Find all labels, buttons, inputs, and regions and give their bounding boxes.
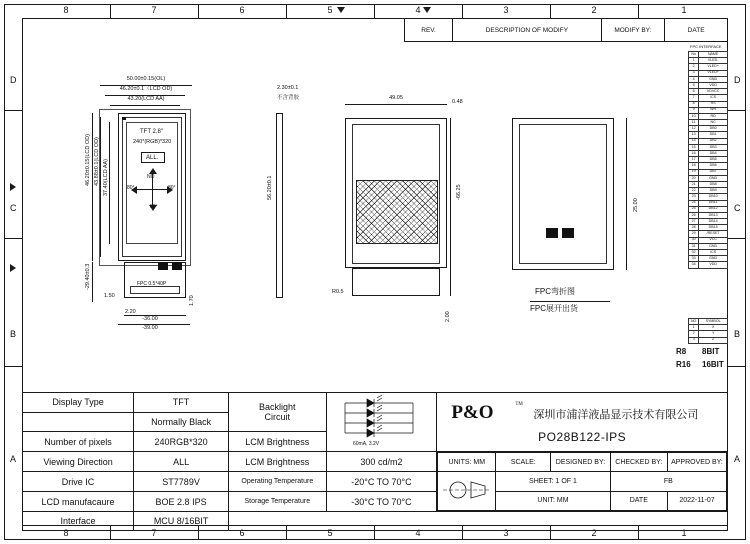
viewdir-top-label: NO — [147, 174, 155, 180]
pin-name: VDVCC — [699, 89, 728, 95]
tb-label-display-type: Display Type — [23, 393, 134, 413]
fpc-table-title: FPC INTERFACE — [690, 44, 722, 49]
dim-line-bot-1 — [124, 315, 186, 316]
pin-name: DB14 — [699, 219, 728, 225]
legend-symbol: Y — [699, 331, 728, 337]
pin-name: RD — [699, 113, 728, 119]
frame-col-5-bottom: 5 — [327, 528, 333, 538]
tb-value-operating-temp: -20°C TO 70°C — [326, 472, 437, 492]
dim-bl3: 56.20±0.1 — [267, 175, 273, 200]
dim-left-1: 46.20±0.15(LCD OD) — [85, 134, 91, 186]
tb-label-storage-temp: Storage Temperature — [229, 492, 326, 512]
note-no-adhesive: 不含背胶 — [277, 95, 300, 101]
frame-col-1-bottom: 1 — [681, 528, 687, 538]
pin-number: 15 — [689, 144, 699, 150]
pin-number: 21 — [689, 181, 699, 187]
pin-number: 23 — [689, 194, 699, 200]
pin-name: GND — [699, 76, 728, 82]
model-number: PO28B122-IPS — [538, 430, 627, 444]
legend-no: 2 — [689, 331, 699, 337]
footer-designed: DESIGNED BY: — [551, 453, 610, 472]
pin-number: 6 — [689, 89, 699, 95]
pin-name: GND — [699, 243, 728, 249]
pin-name: DB3 — [699, 144, 728, 150]
pin-number: 11 — [689, 120, 699, 126]
frame-arrow-icon — [10, 183, 16, 191]
footer-date-label: DATE — [610, 491, 667, 511]
frame-col-5-top: 5 — [327, 5, 333, 15]
frame-row-D-right: D — [734, 75, 741, 85]
tb-label-drive-ic: Drive IC — [23, 472, 134, 492]
legend-no: 3 — [689, 337, 699, 343]
pin-name: GND — [699, 175, 728, 181]
footer-scale: SCALE: — [496, 453, 551, 472]
pin-number: 16 — [689, 151, 699, 157]
dim-bot-2: 1.70 — [189, 295, 195, 306]
frame-tick — [728, 110, 746, 111]
pin-number: 14 — [689, 138, 699, 144]
tb-value-drive-ic: ST7789V — [134, 472, 229, 492]
label-16bit: 16BIT — [702, 360, 724, 369]
pin-name: VLED- — [699, 58, 728, 64]
circuit-note-text: 60mA, 3.2V — [353, 441, 380, 447]
frame-tick — [4, 366, 22, 367]
frame-tick — [4, 238, 22, 239]
pin-number: 13 — [689, 132, 699, 138]
pin-number: 20 — [689, 175, 699, 181]
pin-number: 8 — [689, 101, 699, 107]
viewdir-bottom-label: 80° — [150, 204, 158, 210]
legend-symbol: X — [699, 325, 728, 331]
tb-value-lcd-manufacture: BOE 2.8 IPS — [134, 492, 229, 512]
back-tail-outline — [352, 268, 440, 296]
pin-number: 27 — [689, 219, 699, 225]
pin-number: 7 — [689, 95, 699, 101]
rev-header-date: DATE — [665, 19, 728, 42]
backlight-circuit-diagram — [326, 393, 437, 452]
pin-name: RS — [699, 101, 728, 107]
pin-number: 4 — [689, 76, 699, 82]
frame-row-B-left: B — [10, 329, 17, 339]
pin-name: GND — [699, 256, 728, 262]
tb-label-lcd-manufacture: LCD manufacaure — [23, 492, 134, 512]
pin-number: 10 — [689, 113, 699, 119]
pin-number: 30 — [689, 237, 699, 243]
backlight-line-1: Backlight — [259, 402, 296, 413]
pin-name: WR — [699, 107, 728, 113]
frame-col-8-top: 8 — [63, 5, 69, 15]
frame-arrow-icon — [337, 7, 345, 13]
frame-row-C-left: C — [10, 203, 17, 213]
pin-name: VLED+ — [699, 64, 728, 70]
pin-number: 32 — [689, 250, 699, 256]
pin-number: 33 — [689, 256, 699, 262]
frame-col-3-top: 3 — [503, 5, 509, 15]
pin-number: 28 — [689, 225, 699, 231]
pin-name: NC — [699, 120, 728, 126]
dim-mid-bottom: 2.00 — [445, 311, 451, 322]
pin-name: DB9 — [699, 188, 728, 194]
frame-row-A-left: A — [10, 454, 17, 464]
dim-line-mid-right — [450, 118, 451, 296]
dim-thickness: 2.30±0.1 — [277, 85, 299, 91]
pin-header-no: No — [689, 52, 699, 58]
pin-header-name: NAME — [699, 52, 728, 58]
tb-value-normally-black: Normally Black — [134, 412, 229, 432]
folded-pad-2 — [562, 228, 574, 238]
pin-name: DB15 — [699, 225, 728, 231]
dim-line-left-1 — [92, 113, 93, 261]
footer-units: UNITS: MM — [438, 453, 496, 472]
frame-tick — [462, 4, 463, 18]
frame-tick — [286, 4, 287, 18]
pin-name: DB0 — [699, 126, 728, 132]
dim-line-bot-2 — [118, 324, 190, 325]
label-r8: R8 — [676, 347, 687, 356]
footer-date-value: 2022-11-07 — [667, 491, 726, 511]
label-all: ALL. — [146, 155, 159, 161]
tb-value-storage-temp: -30°C TO 70°C — [326, 492, 437, 512]
frame-col-8-bottom: 8 — [63, 528, 69, 538]
pin-name: VDD — [699, 262, 728, 268]
pin-number: 18 — [689, 163, 699, 169]
tb-label-viewing-direction: Viewing Direction — [23, 452, 134, 472]
pin-name: DB12 — [699, 206, 728, 212]
pin-name: DB13 — [699, 212, 728, 218]
pin-number: 25 — [689, 206, 699, 212]
tb-value-interface: MCU 8/16BIT — [134, 512, 229, 531]
frame-col-3-bottom: 3 — [503, 528, 509, 538]
pin-name: DB8 — [699, 181, 728, 187]
frame-arrow-icon — [423, 7, 431, 13]
note-divider — [530, 301, 610, 302]
dim-left-3: 37.40(LCD AA) — [103, 159, 109, 196]
frame-arrow-icon — [10, 264, 16, 272]
pin-number: 22 — [689, 188, 699, 194]
fpc-label: FPC 0.5*40P — [137, 281, 167, 287]
frame-tick — [374, 4, 375, 18]
frame-row-B-right: B — [734, 329, 741, 339]
pin-number: 3 — [689, 70, 699, 76]
dim-bot-1: 1.50 — [104, 293, 115, 299]
note-fpc-fold: FPC弯折图 — [535, 287, 575, 296]
frame-col-6-bottom: 6 — [239, 528, 245, 538]
pin-name: DB11 — [699, 200, 728, 206]
corner-pad — [122, 117, 126, 120]
frame-col-2-bottom: 2 — [591, 528, 597, 538]
footer-block — [437, 452, 728, 512]
frame-tick — [550, 4, 551, 18]
pin-name: VCC — [699, 237, 728, 243]
footer-checked: CHECKED BY: — [610, 453, 667, 472]
frame-row-A-right: A — [734, 454, 741, 464]
frame-row-C-right: C — [734, 203, 741, 213]
viewdir-horizontal — [135, 189, 169, 190]
pin-name: DB7 — [699, 169, 728, 175]
frame-col-2-top: 2 — [591, 5, 597, 15]
frame-tick — [4, 110, 22, 111]
dim-line-mid-top — [345, 104, 447, 105]
frame-col-6-top: 6 — [239, 5, 245, 15]
footer-sheet: SHEET: 1 OF 1 — [496, 472, 610, 492]
frame-tick — [728, 366, 746, 367]
frame-tick — [728, 238, 746, 239]
legend-header-symbol: SYMBOL — [699, 319, 728, 325]
backlight-line-2: Circuit — [264, 412, 291, 423]
rev-header-modifyby: MODIFY BY: — [601, 19, 665, 42]
viewdir-right-label: 80° — [168, 185, 176, 191]
dim-top-2: 46.20±0.1（LCD OD) — [119, 86, 173, 92]
pin-name: DB2 — [699, 138, 728, 144]
frame-col-1-top: 1 — [681, 5, 687, 15]
dim-left-5: -29.40±0.3 — [85, 263, 91, 290]
tb-value-pixels: 240RGB*320 — [134, 432, 229, 452]
fpc-pad-1 — [158, 262, 168, 270]
dim-mid-top: 49.05 — [389, 95, 403, 101]
pin-row — [689, 262, 728, 268]
legend-no: 1 — [689, 325, 699, 331]
pin-name: /CS — [699, 250, 728, 256]
tb-value-display-type: TFT — [134, 393, 229, 413]
pin-number: 2 — [689, 64, 699, 70]
back-hatch-area — [356, 180, 438, 244]
pin-number: 29 — [689, 231, 699, 237]
pin-name: /CS — [699, 95, 728, 101]
dim-mid-right-top: 0.48 — [452, 99, 463, 105]
fpc-pin-table — [688, 51, 728, 269]
dim-line-left-4 — [92, 262, 93, 302]
dim-line-top-3 — [110, 105, 180, 106]
viewdir-left-label: 80° — [127, 185, 135, 191]
title-block — [22, 392, 728, 526]
pin-number: 34 — [689, 262, 699, 268]
pin-number: 9 — [689, 107, 699, 113]
pin-name: DB6 — [699, 163, 728, 169]
tb-label-brightness: LCM Brightness — [229, 432, 326, 452]
tb-label-interface: Interface — [23, 512, 134, 531]
frame-tick — [198, 4, 199, 18]
pin-number: 24 — [689, 200, 699, 206]
fpc-legend-table — [688, 318, 728, 344]
dim-line-left-3 — [109, 122, 110, 244]
revision-block — [404, 18, 728, 42]
company-logo: P&O — [451, 402, 494, 423]
dim-top-1: 50.00±0.15(OL) — [126, 76, 166, 82]
footer-fb: FB — [610, 472, 726, 492]
legend-row — [689, 337, 728, 343]
pin-number: 26 — [689, 212, 699, 218]
pin-name: /RESET — [699, 231, 728, 237]
frame-col-4-bottom: 4 — [415, 528, 421, 538]
tb-label-operating-temp: Operating Temperature — [229, 472, 326, 492]
pin-name: VDD — [699, 82, 728, 88]
label-8bit: 8BIT — [702, 347, 720, 356]
pin-number: 1 — [689, 58, 699, 64]
tb-label-pixels: Number of pixels — [23, 432, 134, 452]
dim-mid-right: -66.25 — [456, 184, 462, 200]
dim-bot-4: -36.00 — [142, 316, 158, 322]
dim-line-right — [626, 118, 627, 270]
frame-col-7-top: 7 — [151, 5, 157, 15]
pin-number: 12 — [689, 126, 699, 132]
pin-name: DB1 — [699, 132, 728, 138]
tb-spacer — [229, 512, 728, 531]
dim-bot-3: 2.20 — [125, 309, 136, 315]
pin-name: DB10 — [699, 194, 728, 200]
folded-pad-1 — [546, 228, 558, 238]
pin-number: 5 — [689, 82, 699, 88]
company-block — [437, 393, 728, 452]
note-fpc-unfold: FPC展开出货 — [530, 304, 578, 313]
tb-label-lcm-brightness: LCM Brightness — [229, 452, 326, 472]
legend-header-no: NO — [689, 319, 699, 325]
pin-number: 17 — [689, 157, 699, 163]
folded-view-inner — [519, 124, 607, 264]
pin-number: 19 — [689, 169, 699, 175]
footer-approved: APPROVED BY: — [667, 453, 726, 472]
tb-value-lcm-brightness: 300 cd/m2 — [326, 452, 437, 472]
pin-name: VLED+ — [699, 70, 728, 76]
frame-col-7-bottom: 7 — [151, 528, 157, 538]
company-tm: TM — [515, 402, 523, 407]
frame-tick — [110, 4, 111, 18]
dim-bot-5: -39.00 — [142, 325, 158, 331]
tb-label-backlight-circuit — [229, 393, 326, 432]
frame-row-D-left: D — [10, 75, 17, 85]
rev-header-rev: REV. — [405, 19, 453, 42]
frame-col-4-top: 4 — [415, 5, 421, 15]
dim-top-3: 43.20(LCD AA) — [127, 96, 165, 102]
side-thickness-view — [276, 113, 283, 298]
tb-value-viewing-direction: ALL — [134, 452, 229, 472]
dim-right-view: 25.00 — [633, 198, 639, 212]
first-angle-projection-icon — [441, 472, 493, 508]
dim-mid-radius: R0.5 — [332, 289, 344, 295]
dim-line-left-2 — [100, 117, 101, 257]
frame-tick — [638, 4, 639, 18]
footer-unit: UNIT: MM — [496, 491, 610, 511]
company-name-cn: 深圳市浦洋液晶显示技术有限公司 — [533, 409, 699, 421]
label-r16: R16 — [676, 360, 691, 369]
dim-left-2: 43.88±0.1(LCD OD) — [94, 137, 100, 186]
projection-symbol — [438, 472, 496, 511]
fpc-pad-2 — [172, 262, 182, 270]
label-resolution: 240*(RGB)*320 — [133, 139, 172, 145]
tb-label-blank — [23, 412, 134, 432]
legend-symbol: Z — [699, 337, 728, 343]
pin-name: DB4 — [699, 151, 728, 157]
backlight-circuit-svg — [327, 393, 435, 449]
pin-name: DB5 — [699, 157, 728, 163]
label-tft-size: TFT 2.8" — [140, 129, 164, 135]
pin-number: 31 — [689, 243, 699, 249]
rev-header-desc: DESCRIPTION OF MODIFY — [453, 19, 601, 42]
